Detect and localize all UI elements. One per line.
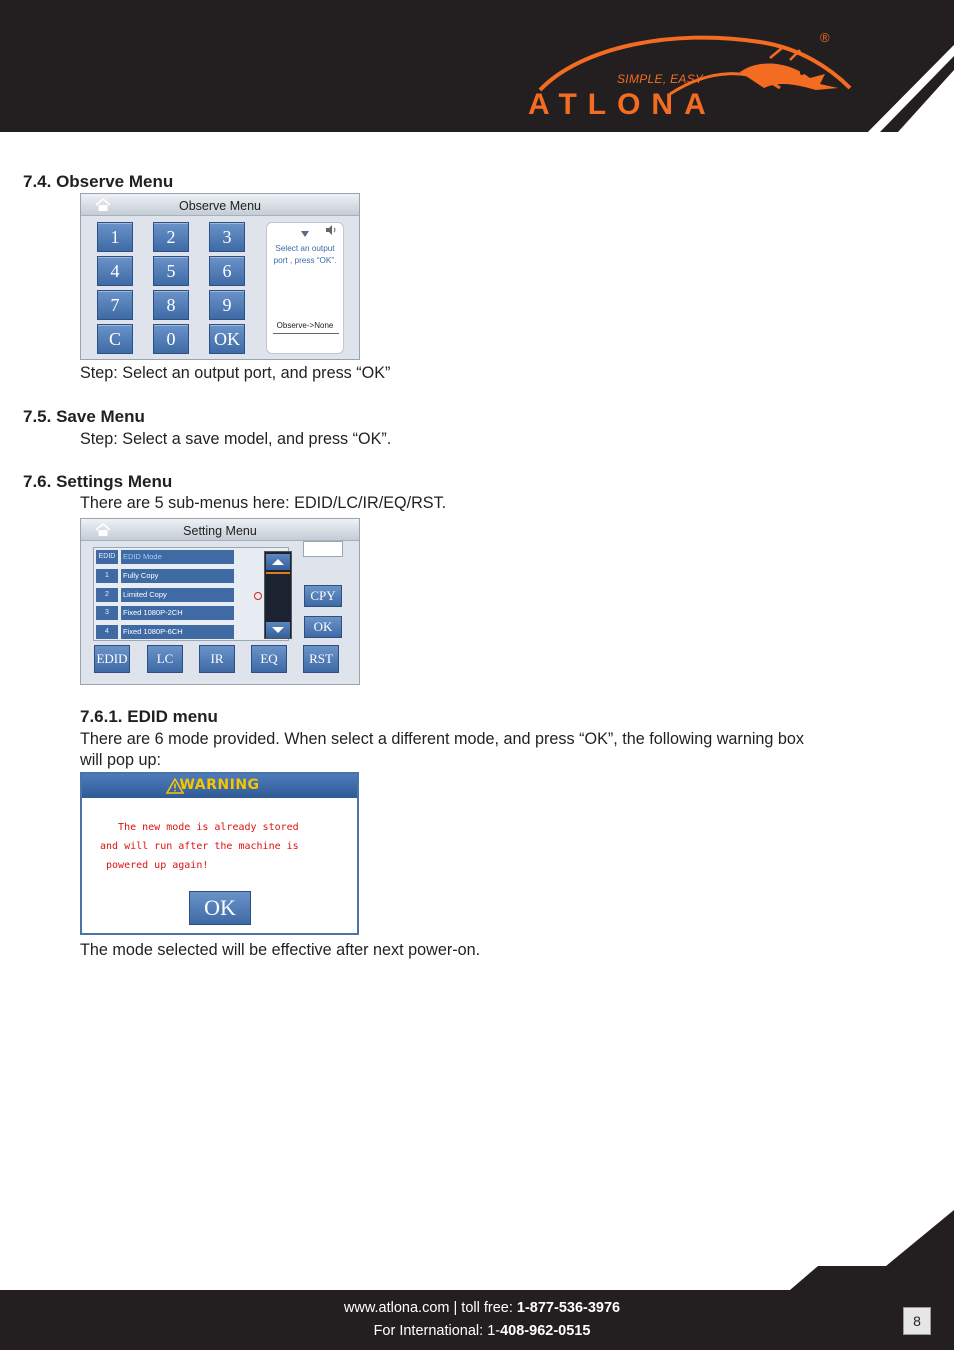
tab-lc[interactable]: LC	[147, 645, 183, 673]
scroll-position-bar	[266, 572, 290, 574]
selection-marker-icon	[254, 592, 262, 600]
observe-instruction-line1: Select an output	[275, 244, 335, 253]
edid-intro-line1: There are 6 mode provided. When select a different mode, and press “OK”, the following warning box	[80, 730, 805, 748]
brand-name: ATLONA	[528, 88, 717, 121]
list-item-index: 3	[96, 606, 118, 620]
arrow-down-icon	[266, 622, 290, 638]
key-5[interactable]: 5	[153, 256, 189, 286]
key-1[interactable]: 1	[97, 222, 133, 252]
footer-intl-number: 408-962-0515	[500, 1323, 591, 1339]
tab-rst[interactable]: RST	[303, 645, 339, 673]
key-3[interactable]: 3	[209, 222, 245, 252]
list-item-label: Fixed 1080P-2CH	[121, 606, 234, 620]
tab-eq[interactable]: EQ	[251, 645, 287, 673]
list-item-label: Fully Copy	[121, 569, 234, 583]
warning-titlebar	[82, 774, 357, 798]
edid-intro-line2: will pop up:	[80, 751, 161, 769]
key-2[interactable]: 2	[153, 222, 189, 252]
observe-screen-title: Observe Menu	[179, 199, 261, 213]
section-heading-save: 7.5. Save Menu	[23, 407, 145, 426]
observe-menu-screenshot	[80, 193, 360, 360]
list-item-label: Limited Copy	[121, 588, 234, 602]
key-0[interactable]: 0	[153, 324, 189, 354]
copy-button[interactable]: CPY	[304, 585, 342, 607]
warning-ok-button[interactable]: OK	[189, 891, 251, 925]
footer-intl-label: For International: 1-	[373, 1323, 501, 1339]
list-header-index: EDID	[96, 550, 118, 564]
list-item-index: 4	[96, 625, 118, 639]
setting-screen-title: Setting Menu	[183, 524, 257, 538]
speaker-icon[interactable]	[325, 225, 337, 235]
warning-line1: The new mode is already stored	[100, 822, 299, 833]
save-step: Step: Select a save model, and press “OK”.	[80, 430, 392, 448]
list-scrollbar[interactable]	[264, 551, 292, 639]
status-display	[303, 541, 343, 557]
page-number: 8	[903, 1307, 931, 1335]
list-item-index: 1	[96, 569, 118, 583]
observe-instruction-line2: port , press “OK”.	[273, 256, 337, 265]
key-7[interactable]: 7	[97, 290, 133, 320]
section-heading-edid: 7.6.1. EDID menu	[80, 707, 218, 726]
warning-line2: and will run after the machine is	[100, 841, 299, 852]
warning-title: WARNING	[179, 777, 260, 793]
edid-note: The mode selected will be effective after next power-on.	[80, 941, 481, 959]
warning-message	[100, 818, 350, 875]
page-header	[0, 0, 954, 132]
list-item-label: Fixed 1080P-6CH	[121, 625, 234, 639]
key-6[interactable]: 6	[209, 256, 245, 286]
observe-info-card	[266, 222, 344, 354]
warning-dialog-screenshot	[80, 772, 359, 935]
warning-line3: powered up again!	[100, 860, 209, 871]
ok-button[interactable]: OK	[304, 616, 342, 638]
scroll-down-button[interactable]	[266, 622, 290, 638]
list-header-label: EDID Mode	[121, 550, 234, 564]
edid-mode-list	[93, 547, 289, 641]
key-clear[interactable]: C	[97, 324, 133, 354]
footer-toll-free: 1-877-536-3976	[516, 1300, 621, 1316]
scroll-up-button[interactable]	[266, 554, 290, 570]
section-heading-observe: 7.4. Observe Menu	[23, 172, 174, 191]
observe-step: Step: Select an output port, and press “OK”	[80, 364, 391, 382]
footer-contact-line1	[0, 1300, 954, 1316]
settings-intro: There are 5 sub-menus here: EDID/LC/IR/EQ/RST.	[80, 494, 447, 512]
footer-website[interactable]: www.atlona.com | toll free:	[343, 1300, 517, 1316]
arrow-up-icon	[266, 554, 290, 570]
tab-edid[interactable]: EDID	[94, 645, 130, 673]
observe-status: Observe->None	[276, 321, 334, 330]
brand-tagline: SIMPLE, EASY	[617, 72, 704, 86]
trademark-mark: ®	[820, 30, 830, 45]
tab-ir[interactable]: IR	[199, 645, 235, 673]
key-8[interactable]: 8	[153, 290, 189, 320]
setting-titlebar	[81, 519, 359, 541]
observe-titlebar	[81, 194, 359, 216]
pointer-icon	[301, 231, 309, 237]
list-item-index: 2	[96, 588, 118, 602]
key-9[interactable]: 9	[209, 290, 245, 320]
footer-contact-line2	[0, 1323, 954, 1339]
key-4[interactable]: 4	[97, 256, 133, 286]
observe-instructions	[267, 243, 343, 267]
key-ok[interactable]: OK	[209, 324, 245, 354]
status-divider	[273, 333, 339, 334]
section-heading-settings: 7.6. Settings Menu	[23, 472, 173, 491]
setting-menu-screenshot	[80, 518, 360, 685]
